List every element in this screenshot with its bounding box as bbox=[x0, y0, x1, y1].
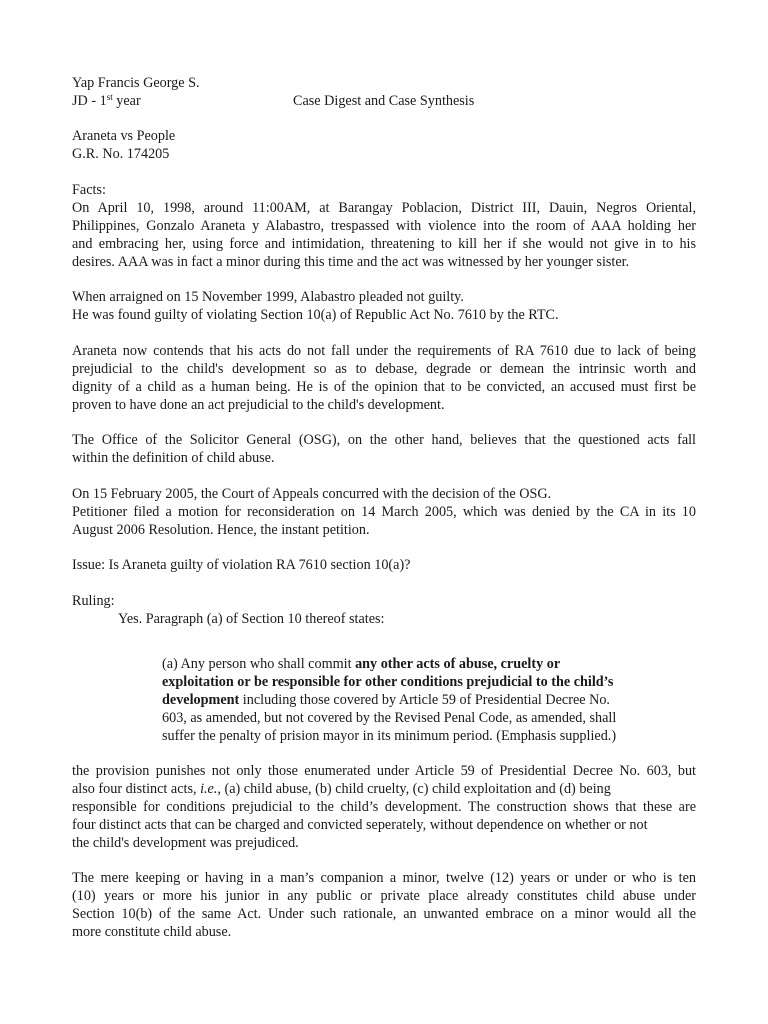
ruling-p2-line: Section 10(b) of the same Act. Under such rationale, an unwanted embrace on a minor would all the bbox=[72, 906, 696, 922]
facts-p5-line: August 2006 Resolution. Hence, the instant petition. bbox=[72, 522, 370, 538]
quote-line bbox=[162, 655, 560, 673]
facts-p3-line: Araneta now contends that his acts do not fall under the requirements of RA 7610 due to lack of being bbox=[72, 343, 696, 359]
ruling-intro: Yes. Paragraph (a) of Section 10 thereof states: bbox=[118, 611, 385, 627]
ruling-italic: i.e. bbox=[200, 781, 218, 797]
facts-p3-line: proven to have done an act prejudicial to the child's development. bbox=[72, 397, 445, 413]
ruling-p2-line: The mere keeping or having in a man’s companion a minor, twelve (12) years or under or who is ten bbox=[72, 870, 696, 886]
facts-p3-line: dignity of a child as a human being. He is of the opinion that to be convicted, an accused must first be bbox=[72, 379, 696, 395]
ruling-p1-line: four distinct acts that can be charged and convicted seperately, without dependence on whether or not bbox=[72, 817, 648, 833]
facts-p1-line: and embracing her, using force and intimidation, threatening to kill her if she would not give in to his bbox=[72, 236, 696, 252]
quote-emphasis: exploitation or be responsible for other conditions prejudicial to the child’s bbox=[162, 674, 614, 690]
facts-p2-line: When arraigned on 15 November 1999, Alabastro pleaded not guilty. bbox=[72, 289, 464, 305]
ruling-p2-line: more constitute child abuse. bbox=[72, 924, 232, 940]
facts-p1-line: On April 10, 1998, around 11:00AM, at Barangay Poblacion, District III, Dauin, Negros Oriental, bbox=[72, 200, 696, 216]
facts-p1-line: desires. AAA was in fact a minor during this time and the act was witnessed by her younger sister. bbox=[72, 254, 630, 270]
author-name: Yap Francis George S. bbox=[72, 75, 200, 91]
facts-p2-line: He was found guilty of violating Section 10(a) of Republic Act No. 7610 by the RTC. bbox=[72, 307, 559, 323]
quote-text: including those covered by Article 59 of Presidential Decree No. bbox=[239, 692, 610, 708]
ruling-p1-line: responsible for conditions prejudicial to the child’s development. The construction shows that these are bbox=[72, 799, 696, 815]
quote-line bbox=[162, 673, 613, 691]
case-gr-number: G.R. No. 174205 bbox=[72, 146, 170, 162]
facts-p3-line: prejudicial to the child's development so as to debase, degrade or demean the intrinsic worth and bbox=[72, 361, 696, 377]
ruling-heading: Ruling: bbox=[72, 593, 115, 609]
academic-year-prefix: JD - 1 bbox=[72, 93, 107, 109]
quote-line: suffer the penalty of prision mayor in its minimum period. (Emphasis supplied.) bbox=[162, 728, 617, 744]
ruling-p1-line: the provision punishes not only those enumerated under Article 59 of Presidential Decree No. 603, but bbox=[72, 763, 696, 779]
quote-line bbox=[162, 691, 610, 709]
ruling-p1-line bbox=[72, 780, 611, 798]
case-title: Araneta vs People bbox=[72, 128, 176, 144]
facts-p4-line: within the definition of child abuse. bbox=[72, 450, 275, 466]
facts-p4-line: The Office of the Solicitor General (OSG), on the other hand, believes that the questioned acts fall bbox=[72, 432, 696, 448]
ruling-text: also four distinct acts, bbox=[72, 781, 201, 797]
academic-year-superscript: st bbox=[106, 92, 113, 102]
quote-text: (a) Any person who shall commit bbox=[162, 656, 356, 672]
academic-year bbox=[72, 92, 141, 110]
document-type: Case Digest and Case Synthesis bbox=[293, 93, 475, 109]
quote-emphasis: any other acts of abuse, cruelty or bbox=[355, 656, 561, 672]
ruling-p2-line: (10) years or more his junior in any public or private place already constitutes child abuse under bbox=[72, 888, 696, 904]
facts-p5-line: Petitioner filed a motion for reconsideration on 14 March 2005, which was denied by the CA in its 10 bbox=[72, 504, 696, 520]
facts-heading: Facts: bbox=[72, 182, 106, 198]
academic-year-suffix: year bbox=[112, 93, 141, 109]
quote-emphasis: development bbox=[162, 692, 240, 708]
facts-p1-line: Philippines, Gonzalo Araneta y Alabastro, trespassed with violence into the room of AAA holding her bbox=[72, 218, 696, 234]
facts-p5-line: On 15 February 2005, the Court of Appeals concurred with the decision of the OSG. bbox=[72, 486, 552, 502]
ruling-text: , (a) child abuse, (b) child cruelty, (c) child exploitation and (d) being bbox=[217, 781, 611, 797]
ruling-p1-line: the child's development was prejudiced. bbox=[72, 835, 299, 851]
issue-statement: Issue: Is Araneta guilty of violation RA 7610 section 10(a)? bbox=[72, 557, 411, 573]
quote-line: 603, as amended, but not covered by the Revised Penal Code, as amended, shall bbox=[162, 710, 617, 726]
